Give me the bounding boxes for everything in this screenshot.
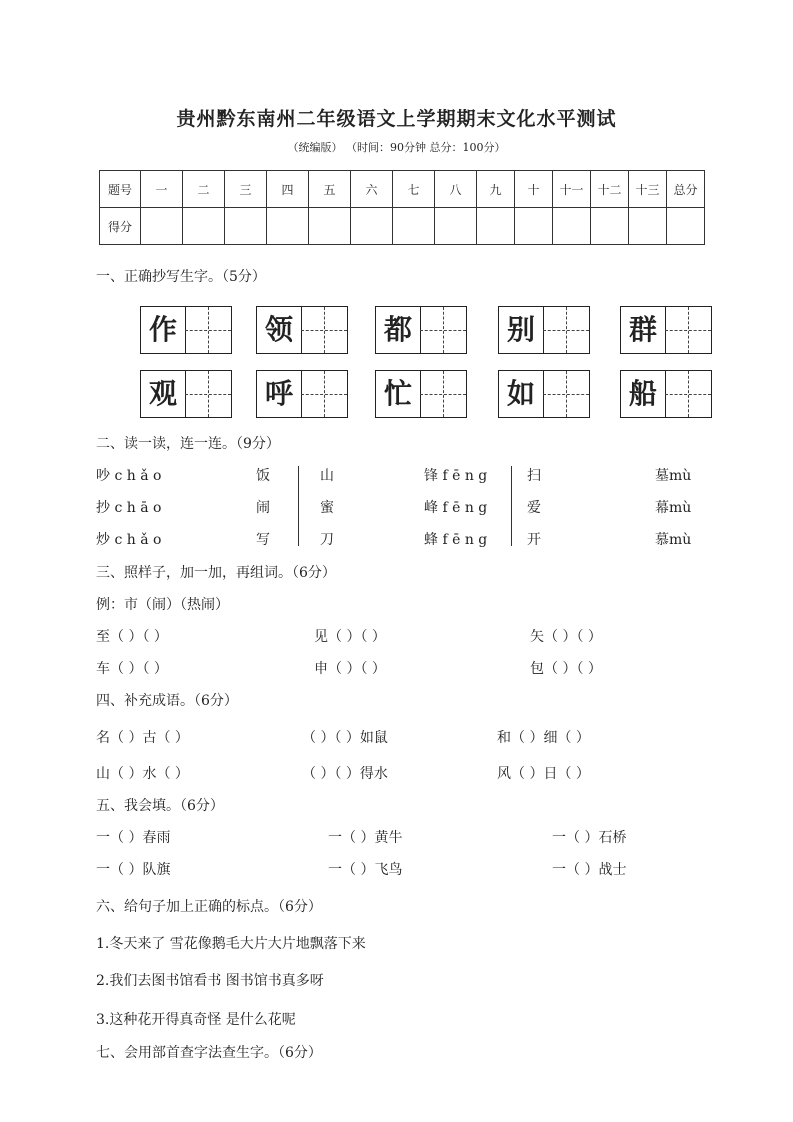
punctuation-sentence[interactable]: 3.这种花开得真奇怪 是什么花呢 [96,1012,296,1028]
writing-grid[interactable] [375,370,467,418]
writing-grid[interactable] [498,370,590,418]
idiom-item[interactable]: （ ）（ ）得水 [302,766,388,782]
fill-blank-item[interactable]: 见（ ）（ ） [314,629,386,645]
page-subtitle: （统编版） （时间：90分钟 总分：100分） [287,141,506,154]
match-item[interactable]: 抄 c h ā o [96,500,162,516]
score-header-cell: 八 [435,171,477,208]
score-input-cell[interactable] [667,208,705,245]
score-header-cell: 总分 [667,171,705,208]
measure-word-item[interactable]: 一（ ）黄牛 [328,830,403,846]
match-item[interactable]: 爱 [527,500,541,516]
writing-grid[interactable] [620,306,712,354]
fill-blank-item[interactable]: 包（ ）（ ） [530,661,602,677]
grid-character: 都 [376,307,421,353]
match-item[interactable]: 扫 [527,468,541,484]
match-item[interactable]: 山 [320,468,334,484]
score-input-cell[interactable] [225,208,267,245]
score-input-cell[interactable] [629,208,667,245]
measure-word-item[interactable]: 一（ ）飞鸟 [328,862,403,878]
score-header-cell: 九 [477,171,515,208]
writing-grid[interactable] [140,306,232,354]
score-input-cell[interactable] [477,208,515,245]
score-header-cell: 五 [309,171,351,208]
fill-blank-item[interactable]: 申（ ）（ ） [314,661,386,677]
fill-blank-item[interactable]: 至（ ）（ ） [96,629,168,645]
match-item[interactable]: 幕mù [655,500,692,516]
column-divider [298,466,299,546]
section-1-heading: 一、正确抄写生字。（5分） [96,269,266,285]
score-input-cell[interactable] [141,208,183,245]
measure-word-item[interactable]: 一（ ）石桥 [552,830,627,846]
section-2-heading: 二、读一读，连一连。（9分） [96,436,280,452]
measure-word-item[interactable]: 一（ ）战士 [552,862,627,878]
writing-grid[interactable] [256,306,348,354]
page-title: 贵州黔东南州二年级语文上学期期末文化水平测试 [176,108,617,130]
grid-character: 呼 [257,371,302,417]
match-item[interactable]: 吵 c h ǎ o [96,468,162,484]
score-row-label: 得分 [100,208,141,245]
grid-character: 领 [257,307,302,353]
match-item[interactable]: 饭 [256,468,270,484]
section-5-heading: 五、我会填。（6分） [96,798,224,814]
score-table-score-row [100,208,705,245]
grid-character: 如 [499,371,544,417]
score-header-cell: 十三 [629,171,667,208]
match-item[interactable]: 炒 c h ǎ o [96,532,162,548]
match-item[interactable]: 墓mù [655,468,692,484]
score-input-cell[interactable] [393,208,435,245]
score-header-cell: 一 [141,171,183,208]
score-input-cell[interactable] [515,208,553,245]
measure-word-item[interactable]: 一（ ）队旗 [96,862,171,878]
score-header-cell: 四 [267,171,309,208]
score-input-cell[interactable] [351,208,393,245]
match-item[interactable]: 慕mù [655,532,692,548]
score-header-cell: 六 [351,171,393,208]
score-input-cell[interactable] [591,208,629,245]
writing-grid[interactable] [140,370,232,418]
example-line: 例：市（闹）（热闹） [96,597,229,613]
idiom-item[interactable]: 名（ ）古（ ） [96,730,189,746]
section-3-heading: 三、照样子，加一加，再组词。（6分） [96,565,336,581]
measure-word-item[interactable]: 一（ ）春雨 [96,830,171,846]
score-table [99,170,705,245]
section-4-heading: 四、补充成语。（6分） [96,693,238,709]
grid-character: 作 [141,307,186,353]
match-item[interactable]: 蜜 [320,500,334,516]
score-header-cell: 题号 [100,171,141,208]
grid-character: 别 [499,307,544,353]
fill-blank-item[interactable]: 车（ ）（ ） [96,661,168,677]
grid-character: 群 [621,307,666,353]
match-item[interactable]: 刀 [320,532,334,548]
score-header-cell: 二 [183,171,225,208]
match-item[interactable]: 峰 f ē n g [424,500,488,516]
punctuation-sentence[interactable]: 2.我们去图书馆看书 图书馆书真多呀 [96,973,324,989]
fill-blank-item[interactable]: 矢（ ）（ ） [530,629,602,645]
writing-grid[interactable] [498,306,590,354]
score-header-cell: 十二 [591,171,629,208]
idiom-item[interactable]: 和（ ）细（ ） [497,730,590,746]
idiom-item[interactable]: （ ）（ ）如鼠 [302,730,388,746]
grid-character: 观 [141,371,186,417]
score-input-cell[interactable] [553,208,591,245]
grid-character: 船 [621,371,666,417]
match-item[interactable]: 写 [256,532,270,548]
column-divider [511,466,512,546]
match-item[interactable]: 闹 [256,500,270,516]
score-header-cell: 三 [225,171,267,208]
grid-character: 忙 [376,371,421,417]
idiom-item[interactable]: 风（ ）日（ ） [497,766,590,782]
idiom-item[interactable]: 山（ ）水（ ） [96,766,189,782]
score-header-cell: 十 [515,171,553,208]
section-6-heading: 六、给句子加上正确的标点。（6分） [96,899,322,915]
writing-grid[interactable] [256,370,348,418]
punctuation-sentence[interactable]: 1.冬天来了 雪花像鹅毛大片大片地飘落下来 [96,936,366,952]
score-input-cell[interactable] [309,208,351,245]
match-item[interactable]: 开 [527,532,541,548]
score-table-header-row [100,171,705,208]
score-input-cell[interactable] [267,208,309,245]
match-item[interactable]: 蜂 f ē n g [424,532,488,548]
score-header-cell: 七 [393,171,435,208]
writing-grid[interactable] [620,370,712,418]
score-input-cell[interactable] [435,208,477,245]
score-input-cell[interactable] [183,208,225,245]
writing-grid[interactable] [375,306,467,354]
score-header-cell: 十一 [553,171,591,208]
section-7-heading: 七、会用部首查字法查生字。（6分） [96,1045,322,1061]
match-item[interactable]: 锋 f ē n g [424,468,488,484]
